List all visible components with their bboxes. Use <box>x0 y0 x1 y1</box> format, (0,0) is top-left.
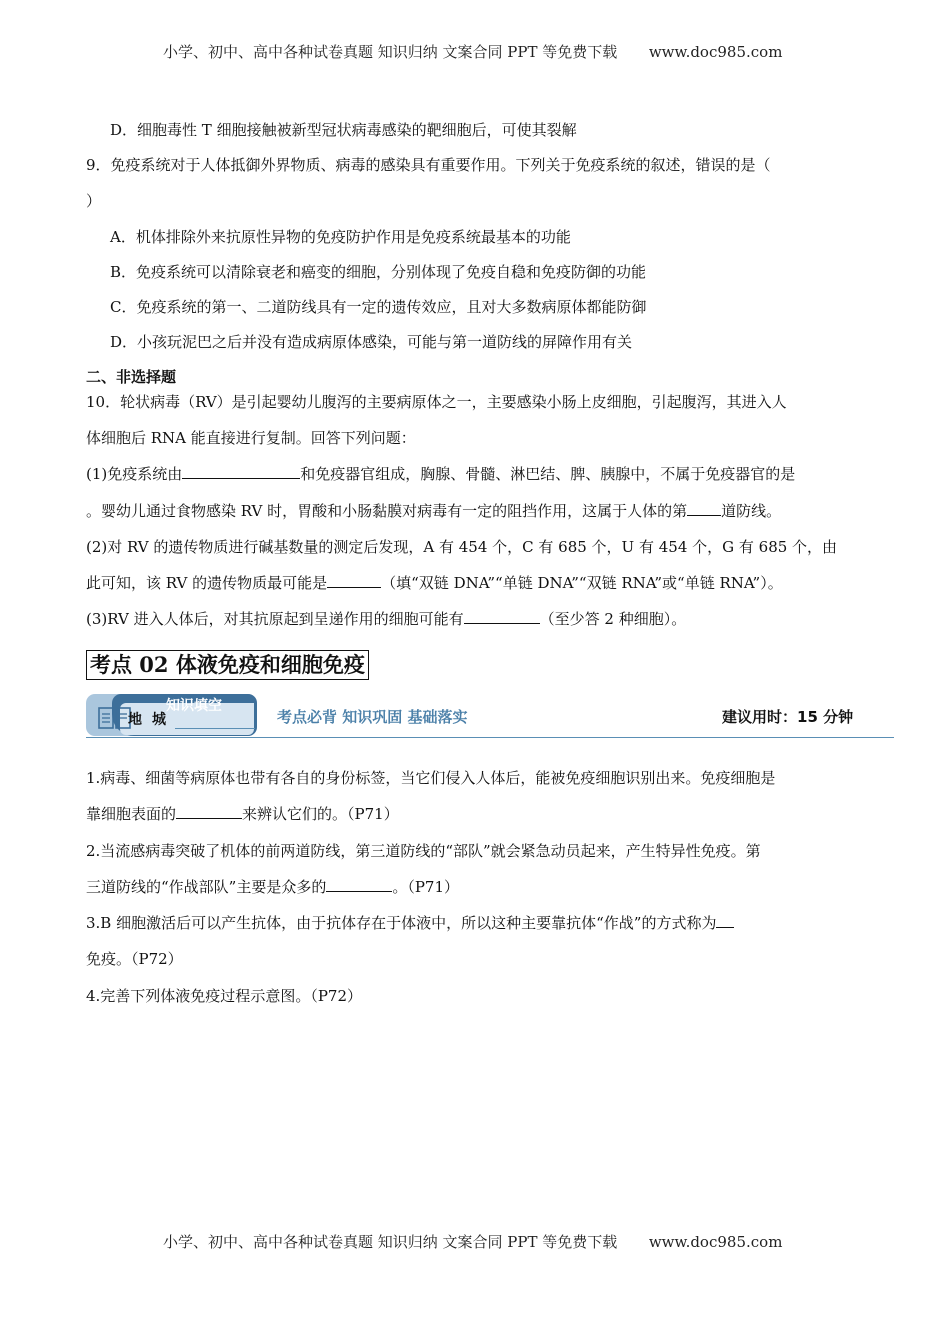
q10-part1-line1 <box>86 464 795 484</box>
fill1-line1: 1.病毒、细菌等病原体也带有各自的身份标签，当它们侵入人体后，能被免疫细胞识别出来。免疫细胞是 <box>86 769 776 787</box>
book-icon <box>98 706 132 730</box>
answer-blank[interactable] <box>326 877 392 892</box>
fill3-line1 <box>86 913 734 933</box>
q10-p3-text-a: (3)RV 进入人体后，对其抗原起到呈递作用的细胞可能有 <box>86 610 464 628</box>
answer-blank[interactable] <box>182 464 300 479</box>
fill1-text-b: 靠细胞表面的 <box>86 805 177 823</box>
kaodian-title: 考点 02 体液免疫和细胞免疫 <box>86 650 369 680</box>
q10-p1-text-b: 和免疫器官组成，胸腺、骨髓、淋巴结、脾、胰腺中，不属于免疫器官的是 <box>300 465 796 483</box>
page-header <box>163 41 782 62</box>
answer-blank[interactable] <box>716 913 734 928</box>
q8-option-d: D．细胞毒性 T 细胞接触被新型冠状病毒感染的靶细胞后，可使其裂解 <box>110 121 577 139</box>
fill3-text-a: 3.B 细胞激活后可以产生抗体，由于抗体存在于体液中，所以这种主要靠抗体“作战”的方式称为 <box>86 914 717 932</box>
q9-stem-line1: 9．免疫系统对于人体抵御外界物质、病毒的感染具有重要作用。下列关于免疫系统的叙述，错误的是（ <box>86 156 771 174</box>
q10-p2-text-c: （填“双链 DNA”“单链 DNA”“双链 RNA”或“单链 RNA”）。 <box>381 574 783 592</box>
page-footer <box>163 1231 782 1252</box>
answer-blank[interactable] <box>464 609 540 624</box>
fill1-line2 <box>86 804 399 824</box>
fill1-text-c: 来辨认它们的。（P71） <box>242 805 399 823</box>
q10-stem-line1: 10．轮状病毒（RV）是引起婴幼儿腹泻的主要病原体之一，主要感染小肠上皮细胞，引起腹泻，其进入人 <box>86 393 787 411</box>
suggested-time: 建议用时：15 分钟 <box>722 708 854 726</box>
header-text: 小学、初中、高中各种试卷真题 知识归纳 文案合同 PPT 等免费下载 <box>163 43 618 61</box>
q9-option-b: B．免疫系统可以清除衰老和癌变的细胞，分别体现了免疫自稳和免疫防御的功能 <box>110 263 647 281</box>
q10-part2-line1: (2)对 RV 的遗传物质进行碱基数量的测定后发现，A 有 454 个，C 有 685 个，U 有 454 个，G 有 685 个，由 <box>86 538 838 556</box>
q10-part1-line2 <box>86 501 781 521</box>
banner-divider <box>86 737 894 738</box>
q10-p3-text-b: （至少答 2 种细胞）。 <box>539 610 687 628</box>
badge-subtitle: 地城 <box>128 712 176 728</box>
footer-text: 小学、初中、高中各种试卷真题 知识归纳 文案合同 PPT 等免费下载 <box>163 1233 618 1251</box>
badge-title: 知识填空 <box>166 698 222 714</box>
section-title: 二、非选择题 <box>86 368 177 386</box>
q10-part2-line2 <box>86 573 783 593</box>
fill4-line: 4.完善下列体液免疫过程示意图。（P72） <box>86 987 362 1005</box>
q10-p1-text-a: (1)免疫系统由 <box>86 465 183 483</box>
answer-blank[interactable] <box>327 573 381 588</box>
q9-option-c: C．免疫系统的第一、二道防线具有一定的遗传效应，且对大多数病原体都能防御 <box>110 298 647 316</box>
footer-site-link[interactable]: www.doc985.com <box>648 1233 783 1251</box>
fill2-text-b: 三道防线的“作战部队”主要是众多的 <box>86 878 327 896</box>
fill3-line2: 免疫。（P72） <box>86 950 183 968</box>
fill2-line2 <box>86 877 459 897</box>
q9-option-a: A．机体排除外来抗原性异物的免疫防护作用是免疫系统最基本的功能 <box>110 228 571 246</box>
q10-part3 <box>86 609 686 629</box>
q10-p1-text-c: 。婴幼儿通过食物感染 RV 时，胃酸和小肠黏膜对病毒有一定的阻挡作用，这属于人体的第 <box>86 502 688 520</box>
badge-underline <box>175 728 255 729</box>
answer-blank[interactable] <box>176 804 242 819</box>
banner-slogan: 考点必背 知识巩固 基础落实 <box>277 708 468 726</box>
q10-p2-text-b: 此可知，该 RV 的遗传物质最可能是 <box>86 574 328 592</box>
fill2-text-c: 。（P71） <box>392 878 460 896</box>
fill2-line1: 2.当流感病毒突破了机体的前两道防线，第三道防线的“部队”就会紧急动员起来，产生特异性免疫。第 <box>86 842 761 860</box>
q9-stem-line2: ） <box>86 192 102 210</box>
q10-p1-text-d: 道防线。 <box>721 502 782 520</box>
q10-stem-line2: 体细胞后 RNA 能直接进行复制。回答下列问题： <box>86 429 416 447</box>
answer-blank[interactable] <box>687 501 721 516</box>
q9-option-d: D．小孩玩泥巴之后并没有造成病原体感染，可能与第一道防线的屏障作用有关 <box>110 333 633 351</box>
header-site-link[interactable]: www.doc985.com <box>648 43 783 61</box>
